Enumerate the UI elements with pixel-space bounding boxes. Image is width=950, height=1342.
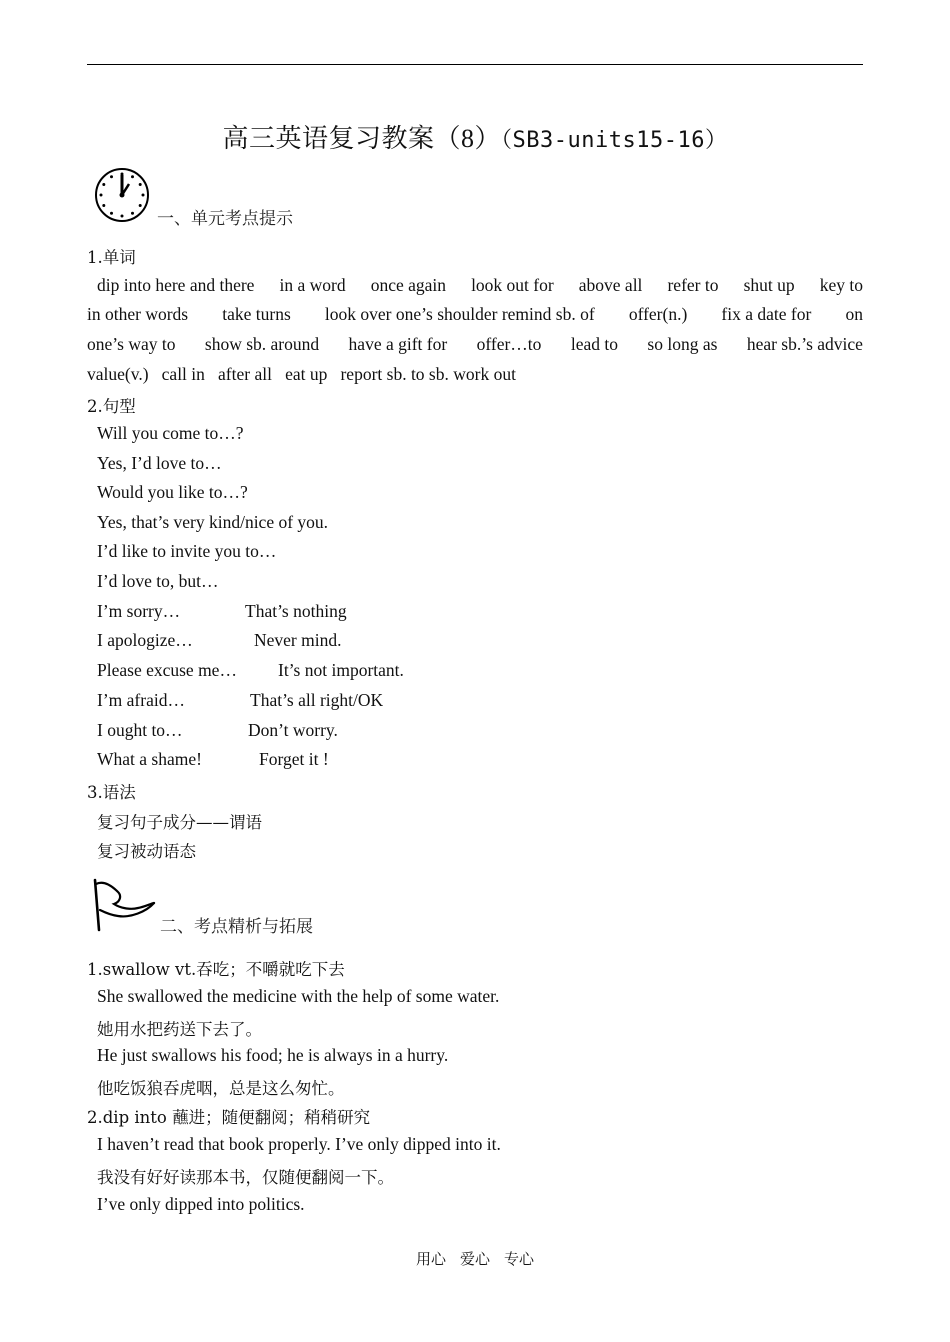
- vocab-line-1: dip into here and there in a word once again look out for above all refer to shut up key to: [97, 275, 863, 295]
- header-rule: [87, 64, 863, 65]
- item1-line-3: He just swallows his food; he is always in a hurry.: [97, 1045, 449, 1065]
- pattern-9-b: It’s not important.: [278, 660, 404, 680]
- grammar-heading: 3.语法: [87, 783, 136, 802]
- footer-word-3: 专心: [504, 1250, 535, 1268]
- pattern-12-b: Forget it !: [259, 749, 329, 769]
- flag-icon: [90, 876, 158, 932]
- pattern-8-a: I apologize…: [97, 630, 193, 650]
- item1-line-2: 她用水把药送下去了。: [97, 1020, 262, 1039]
- pattern-3: Would you like to…?: [97, 482, 248, 502]
- pattern-11-b: Don’t worry.: [248, 720, 338, 740]
- title-code: （SB3-units15-16）: [501, 128, 728, 153]
- pattern-9-a: Please excuse me…: [97, 660, 237, 680]
- vocab-line-2: in other words take turns look over one’s shoulder remind sb. of offer(n.) fix a date for on: [87, 304, 863, 324]
- page-title: [0, 118, 950, 155]
- item1-heading: 1.swallow vt.吞吃；不嚼就吃下去: [87, 960, 345, 979]
- pattern-11-a: I ought to…: [97, 720, 183, 740]
- item2-line-1: I haven’t read that book properly. I’ve only dipped into it.: [97, 1134, 501, 1154]
- footer-word-1: 用心: [415, 1250, 446, 1268]
- pattern-2: Yes, I’d love to…: [97, 453, 222, 473]
- patterns-heading: 2.句型: [87, 397, 136, 416]
- vocab-line-4: value(v.) call in after all eat up report sb. to sb. work out: [87, 364, 516, 384]
- title-main: 高三英语复习教案（8）: [222, 124, 502, 153]
- clock-icon: [93, 166, 151, 224]
- item1-line-4: 他吃饭狼吞虎咽，总是这么匆忙。: [97, 1079, 345, 1098]
- section2-heading: 二、考点精析与拓展: [160, 917, 313, 937]
- grammar-item-2: 复习被动语态: [97, 842, 196, 861]
- item2-line-2: 我没有好好读那本书，仅随便翻阅一下。: [97, 1168, 394, 1187]
- item1-line-1: She swallowed the medicine with the help of some water.: [97, 986, 500, 1006]
- pattern-4: Yes, that’s very kind/nice of you.: [97, 512, 329, 532]
- page-footer: [0, 1248, 950, 1269]
- pattern-6: I’d love to, but…: [97, 571, 219, 591]
- item2-line-3: I’ve only dipped into politics.: [97, 1194, 305, 1214]
- pattern-10-a: I’m afraid…: [97, 690, 185, 710]
- grammar-item-1: 复习句子成分——谓语: [97, 813, 262, 832]
- pattern-10-b: That’s all right/OK: [250, 690, 384, 710]
- pattern-12-a: What a shame!: [97, 749, 202, 769]
- pattern-7-b: That’s nothing: [245, 601, 347, 621]
- pattern-8-b: Never mind.: [254, 630, 342, 650]
- pattern-5: I’d like to invite you to…: [97, 541, 277, 561]
- vocab-heading: 1.单词: [87, 248, 136, 267]
- pattern-7-a: I’m sorry…: [97, 601, 181, 621]
- item2-heading: 2.dip into 蘸进；随便翻阅；稍稍研究: [87, 1108, 371, 1127]
- pattern-1: Will you come to…?: [97, 423, 244, 443]
- footer-word-2: 爱心: [459, 1250, 490, 1268]
- section1-heading: 一、单元考点提示: [157, 209, 293, 229]
- vocab-line-3: one’s way to show sb. around have a gift for offer…to lead to so long as hear sb.’s advice: [87, 334, 863, 354]
